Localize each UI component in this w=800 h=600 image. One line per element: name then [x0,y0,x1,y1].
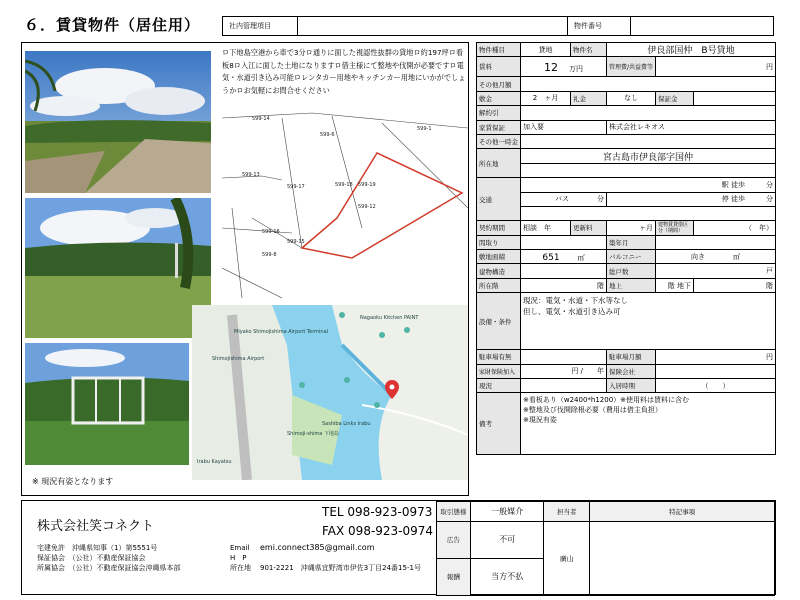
above-below: 階 地下 [656,278,694,292]
units-label: 総戸数 [607,264,656,278]
photo-signboard [25,343,189,465]
map-label: Shimoji-shima 下地島 [287,431,339,437]
location-label: 所在地 [477,149,521,178]
deposit-label: 敷金 [477,91,521,105]
contract-value: 相談 年 [521,221,571,235]
mgmt-fee-unit: 円 [656,57,776,77]
balcony-label: バルコニー [607,250,656,264]
ad-value: 不可 [470,522,544,558]
units-unit: 戸 [656,264,776,278]
renewal-label: 更新料 [571,221,607,235]
photo-land [25,198,211,338]
plot-label: 599-13 [242,172,260,178]
rent-label: 賃料 [477,57,521,77]
facing-value: 向き ㎡ [656,250,776,264]
tel: TEL 098-923-0973 [322,505,433,519]
plot-label: 599-6 [320,132,335,138]
fax: FAX 098-923-0974 [322,524,434,538]
plot-diagram [222,108,468,303]
plot-label: 599-15 [287,239,305,245]
property-description: ロ下地島空港から車で3分ロ通りに面した視認性抜群の貸地ロ約197坪ロ看板8ロ入江に面した土地になりますロ借主様にて整地や伐開が必要ですロ電気・水道引き込み可能ロレンタカー用地やキッチンカー用地にいかがでしょうかロお気軽にお問合せください [222,48,466,95]
plot-label: 599-18 [335,182,353,188]
guarantee-label: 保証金 [656,91,694,105]
location-value: 宮古島市伊良部字国仲 [521,149,776,163]
remarks-label: 備考 [477,393,521,455]
plot-label: 599-12 [358,204,376,210]
guarantor-company: 株式会社レキオス [607,120,776,134]
property-name: 伊良部国仲 B号貸地 [607,43,776,57]
condition-note: ※ 現況有姿となります [32,477,114,486]
deal-value: 一般媒介 [470,502,544,522]
area-map[interactable] [192,305,468,480]
area-value: 651 ㎡ [521,250,607,264]
contact-info: Email emi.connect385@gmail.com H P 所在地 901-2221 沖縄県宜野湾市伊佐3丁目24番15-1号 [230,543,421,572]
key-money-label: 礼金 [571,91,607,105]
license-info: 宅建免許 沖縄県知事（1）第5551号 保証協会 （公社）不動産保証協会 所属協会 （公社）不動産保証協会沖縄県本部 [37,544,181,572]
footer [21,500,776,595]
guarantor-value: 加入要 [521,120,607,134]
left-panel [21,42,469,496]
floor-label: 所在階 [477,278,521,292]
renewal-unit: ヶ月 [607,221,656,235]
parking-label: 駐車場有無 [477,350,521,364]
mgmt-fee-label: 管理費/共益費等 [607,57,656,77]
insurance-value: 円 / 年 [521,364,607,378]
type-label: 物件種目 [477,43,521,57]
deal-label: 取引態様 [437,502,471,522]
property-type: 貸地 [521,43,571,57]
fee-label: 報酬 [437,558,471,595]
map-label: Shimojishima Airport [212,356,265,362]
area-label: 敷地面積 [477,250,521,264]
map-label: Irabu Kayatsu [197,459,232,465]
floor-unit: 階 [521,278,607,292]
move-in-label: 入居時期 [607,379,656,393]
key-money-value: なし [607,91,656,105]
contract-label: 契約期間 [477,221,521,235]
insurance-label: 家財保険加入 [477,364,521,378]
name-label: 物件名 [571,43,607,57]
plot-label: 599-19 [358,182,376,188]
mgmt-label: 社内管理項目 [223,17,298,35]
built-label: 築年月 [607,235,656,249]
company-name: 株式会社笑コネクト [37,519,155,534]
staff-value: 廣山 [544,522,590,596]
fee-value: 当方不払 [470,558,544,595]
map-label: Sashiba Links Irabu [322,421,371,427]
parking-fee-label: 駐車場月額 [607,350,656,364]
other-once-label: その他一時金 [477,134,521,148]
deal-table [436,501,775,596]
transport-label: 交通 [477,178,521,221]
above-label: 地上 [607,278,656,292]
property-table [476,42,776,455]
page-title: ６．賃貸物件（居住用） [24,16,201,34]
below-unit: 階 [694,278,776,292]
ad-label: 広告 [437,522,471,558]
parking-fee-unit: 円 [656,350,776,364]
structure-label: 建物構造 [477,264,521,278]
stop-walk: 停 徒歩 分 [607,192,776,206]
plot-label: 599-14 [252,116,270,122]
deposit-value: 2 ヶ月 [521,91,571,105]
bus-info: バス 分 [521,192,607,206]
rent-value: 12 万円 [521,57,607,77]
insurance-company-label: 保険会社 [607,364,656,378]
lease-type-label: 建物賃貸借区分（期間） [656,221,694,235]
map-label: Nagaoku Kitchen PAINT [360,315,419,321]
layout-label: 間取り [477,235,521,249]
other-fee-label: その他月額 [477,77,521,91]
photo-road [25,51,211,193]
plot-label: 599-1 [417,126,432,132]
property-number-label: 物件番号 [567,17,631,35]
plot-label: 599-17 [287,184,305,190]
email[interactable]: emi.connect385@gmail.com [260,543,375,552]
map-label: Miyako Shimojishima Airport Terminal [234,329,329,335]
cancel-label: 解約引 [477,106,521,120]
special-label: 特記事項 [590,502,775,522]
station-walk: 駅 徒歩 分 [521,178,776,192]
header-box [222,16,774,36]
equipment-value: 現況：電気・水道・下水等なし 但し、電気・水道引き込み可 [521,293,776,350]
guarantor-label: 家賃保証 [477,120,521,134]
plot-label: 599-16 [262,229,280,235]
lease-type-unit: （ 年） [694,221,776,235]
equipment-label: 設備・条件 [477,293,521,350]
status-label: 現況 [477,379,521,393]
plot-label: 599-8 [262,252,277,258]
staff-label: 担当者 [544,502,590,522]
move-in-value: （ ） [656,379,776,393]
remarks-value: ※看板あり（w2400*h1200）※使用料は賃料に含む ※整地及び伐開除根必要（費用は借主負担） ※現況有姿 [521,393,776,455]
